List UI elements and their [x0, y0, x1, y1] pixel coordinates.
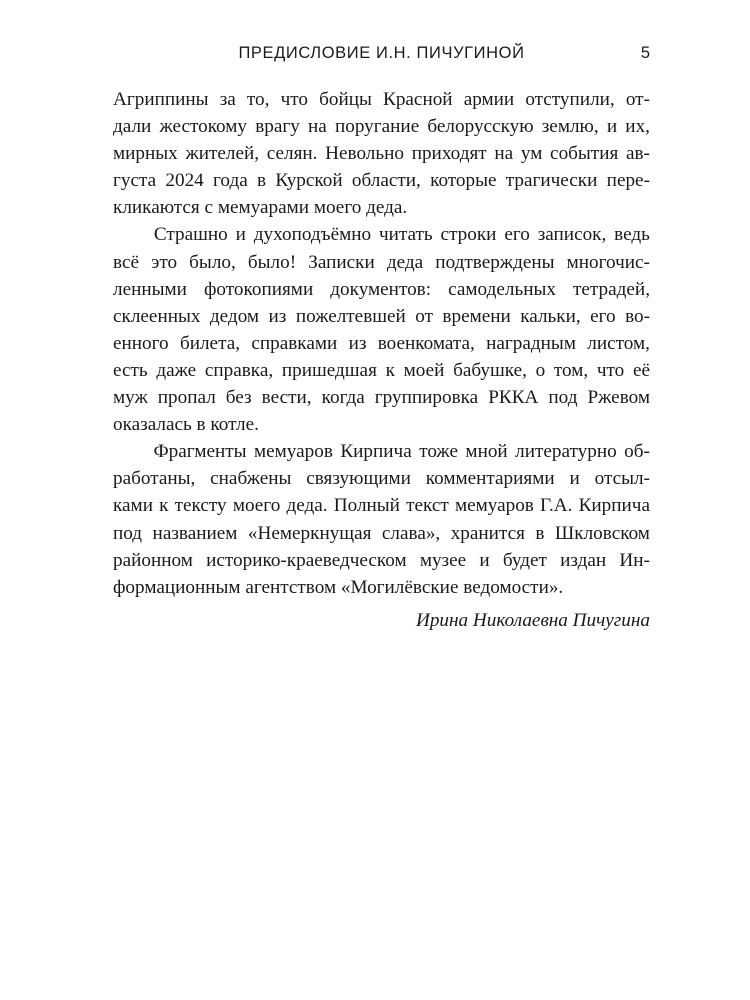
text-line: Страшно и духоподъёмно читать строки его записок, ведь — [113, 221, 650, 248]
text-line: енного билета, справками из военкомата, наградным листом, — [113, 332, 650, 354]
paragraph — [113, 221, 650, 438]
text-line: Агриппины за то, что бойцы Красной армии отступили, от- — [113, 89, 650, 110]
author-signature: Ирина Николаевна Пичугина — [415, 609, 650, 631]
paragraph — [113, 86, 650, 221]
text-line: муж пропал без вести, когда группировка РККА под Ржевом — [113, 387, 650, 409]
text-line: кликаются с мемуарами моего деда. — [113, 197, 408, 219]
paragraph — [113, 438, 650, 601]
text-line: Фрагменты мемуаров Кирпича тоже мной литературно об- — [113, 438, 650, 465]
text-line: под названием «Немеркнущая слава», хранится в Шкловском — [113, 522, 650, 544]
running-head — [113, 44, 650, 68]
text-line: работаны, снабжены связующими комментариями и отсыл- — [113, 468, 650, 490]
text-line: склеенных дедом из пожелтевшей от времени кальки, его во- — [113, 305, 650, 327]
body-text-block — [113, 86, 650, 634]
paragraph-indent — [113, 221, 146, 248]
text-line: всё это было, было! Записки деда подтверждены многочис- — [113, 251, 650, 273]
text-line: формационным агентством «Могилёвские ведомости». — [113, 576, 564, 598]
text-line: ленными фотокопиями документов: самодельных тетрадей, — [113, 278, 650, 300]
page-number: 5 — [640, 44, 650, 62]
text-line: дали жестокому врагу на поругание белорусскую землю, и их, — [113, 116, 650, 138]
running-head-title: ПРЕДИСЛОВИЕ И.Н. ПИЧУГИНОЙ — [238, 44, 525, 62]
text-line: мирных жителей, селян. Невольно приходят на ум события ав- — [113, 143, 650, 165]
paragraph-indent — [113, 438, 146, 465]
text-line: районном историко-краеведческом музее и будет издан Ин- — [113, 549, 650, 571]
text-line: оказалась в котле. — [113, 414, 259, 436]
text-line: густа 2024 года в Курской области, которые трагически пере- — [113, 170, 650, 192]
text-line: ками к тексту моего деда. Полный текст мемуаров Г.А. Кирпича — [113, 495, 650, 517]
text-line: есть даже справка, пришедшая к моей бабушке, о том, что её — [113, 359, 650, 381]
